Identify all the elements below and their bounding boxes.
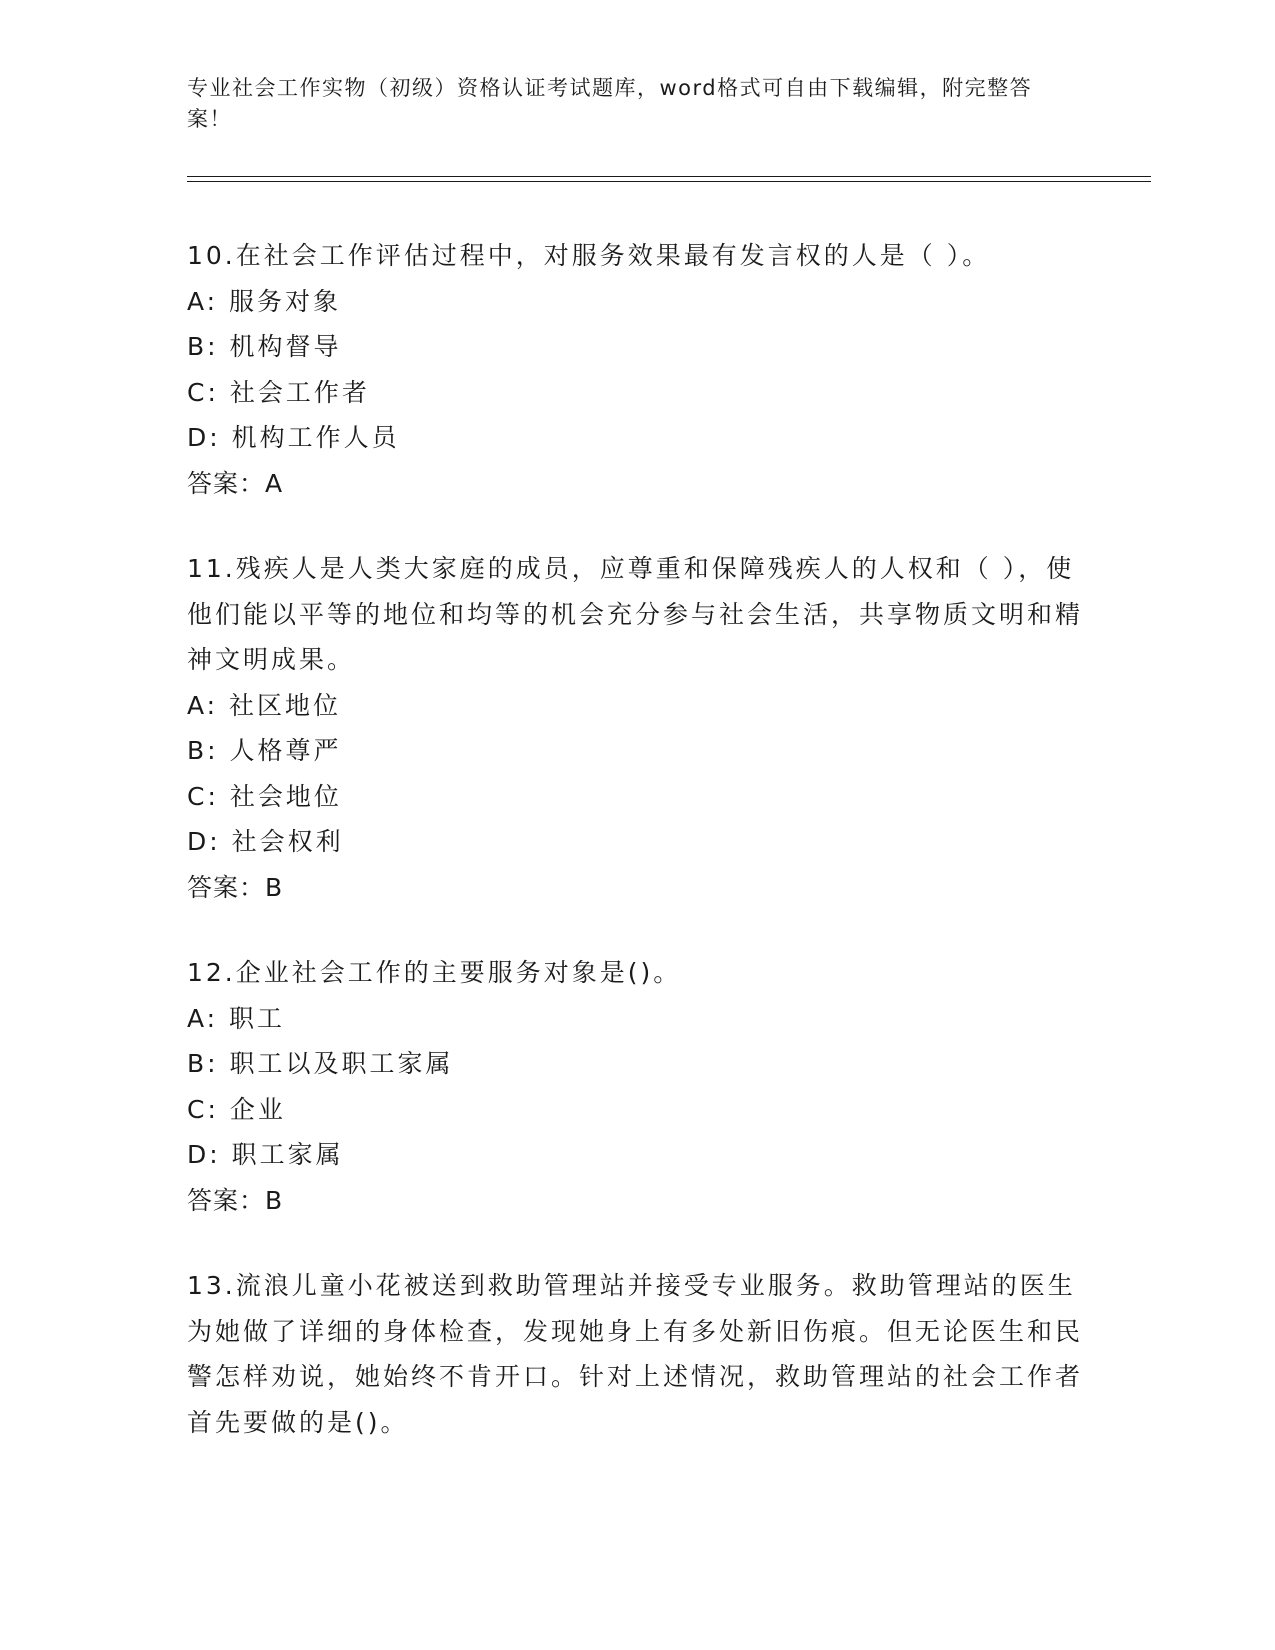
- option-c: C: 社会地位: [187, 781, 342, 811]
- option-b: B: 机构督导: [187, 332, 342, 361]
- answer-line: 答案：B: [187, 872, 284, 902]
- option-c: C: 企业: [187, 1094, 286, 1124]
- option-a: A: 社区地位: [187, 690, 342, 720]
- option-b: B: 人格尊严: [187, 736, 342, 765]
- question-13: [187, 1263, 1087, 1445]
- option-d: D: 社会权利: [187, 827, 344, 856]
- option-a: A: 职工: [187, 1003, 286, 1033]
- question-text: 12.企业社会工作的主要服务对象是()。: [187, 958, 682, 987]
- option-c: C: 社会工作者: [187, 377, 370, 407]
- document-header: 专业社会工作实物（初级）资格认证考试题库，word格式可自由下载编辑，附完整答案！: [187, 76, 1033, 131]
- question-text: 13.流浪儿童小花被送到救助管理站并接受专业服务。救助管理站的医生为她做了详细的身体检查，发现她身上有多处新旧伤痕。但无论医生和民警怎样劝说，她始终不肯开口。针对上述情况，救助管理站的社会工作者首先要做的是()。: [187, 1271, 1084, 1437]
- answer-line: 答案：A: [187, 468, 284, 498]
- question-10: [187, 233, 1087, 506]
- option-b: B: 职工以及职工家属: [187, 1049, 454, 1078]
- question-list: [187, 233, 1087, 1485]
- answer-line: 答案：B: [187, 1185, 284, 1215]
- option-d: D: 机构工作人员: [187, 423, 400, 452]
- option-a: A: 服务对象: [187, 286, 342, 316]
- question-text: 11.残疾人是人类大家庭的成员，应尊重和保障残疾人的人权和（ ），使他们能以平等的地位和均等的机会充分参与社会生活，共享物质文明和精神文明成果。: [187, 554, 1084, 674]
- question-11: [187, 546, 1087, 910]
- header-rule-top: [187, 176, 1151, 177]
- header-rule-bottom: [187, 181, 1151, 182]
- question-text: 10.在社会工作评估过程中，对服务效果最有发言权的人是（ ）。: [187, 241, 991, 270]
- question-12: [187, 950, 1087, 1223]
- option-d: D: 职工家属: [187, 1140, 344, 1169]
